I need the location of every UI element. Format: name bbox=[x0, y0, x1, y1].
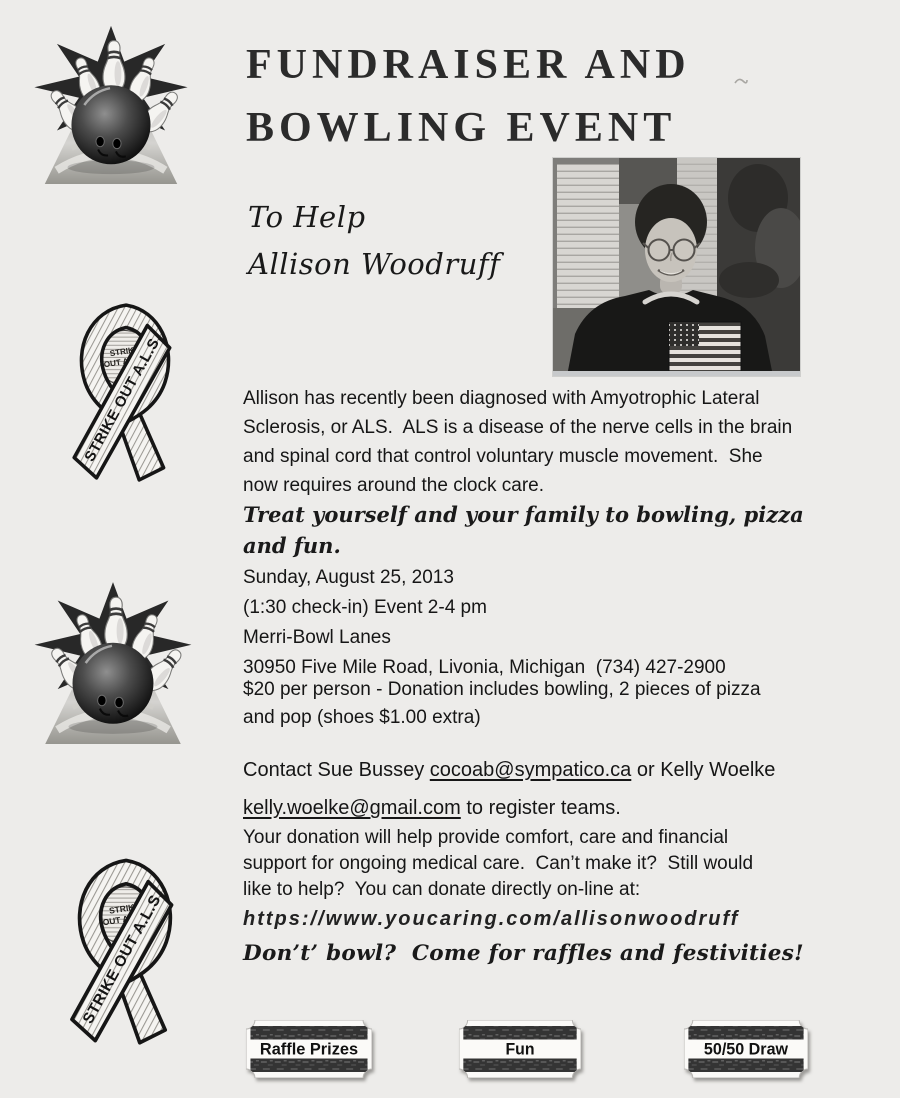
invite-line: and fun. bbox=[243, 533, 341, 558]
event-venue: Merri-Bowl Lanes bbox=[243, 627, 391, 648]
contact-line bbox=[243, 751, 775, 789]
title-line: BOWLING EVENT bbox=[246, 105, 677, 151]
banner-label: Raffle Prizes bbox=[259, 1040, 359, 1059]
to-help-text: To Help bbox=[248, 200, 366, 234]
contact-suffix: to register teams. bbox=[460, 797, 621, 819]
cost-line: $20 per person - Donation includes bowling, 2 pieces of pizza bbox=[243, 679, 761, 700]
donate-line: like to help? You can donate directly on-line at: bbox=[243, 879, 641, 900]
email-link-kelly[interactable]: kelly.woelke@gmail.com bbox=[243, 797, 461, 819]
invite-heading bbox=[243, 499, 804, 561]
banner-raffle-prizes bbox=[246, 1020, 372, 1078]
contact-details bbox=[243, 751, 775, 827]
beneficiary-name: Allison Woodruff bbox=[248, 247, 501, 281]
event-time: (1:30 check-in) Event 2-4 pm bbox=[243, 597, 487, 618]
event-date: Sunday, August 25, 2013 bbox=[243, 567, 454, 588]
contact-middle: or Kelly Woelke bbox=[631, 759, 776, 781]
about-paragraph bbox=[243, 384, 792, 500]
event-address: 30950 Five Mile Road, Livonia, Michigan (734) 427-2900 bbox=[243, 657, 726, 678]
donate-line: support for ongoing medical care. Can’t make it? Still would bbox=[243, 853, 754, 874]
contact-line bbox=[243, 789, 775, 827]
banner-5050-draw bbox=[684, 1020, 808, 1078]
title-line: FUNDRAISER AND bbox=[246, 42, 691, 88]
about-line: Sclerosis, or ALS. ALS is a disease of the nerve cells in the brain bbox=[243, 417, 793, 438]
donation-paragraph bbox=[243, 825, 753, 932]
page-title bbox=[246, 34, 691, 160]
beneficiary-heading bbox=[248, 194, 500, 288]
closing-line bbox=[243, 941, 804, 966]
als-ribbon-icon bbox=[53, 852, 199, 1048]
banner-label: Fun bbox=[505, 1040, 535, 1059]
event-details bbox=[243, 563, 726, 683]
about-line: Allison has recently been diagnosed with Amyotrophic Lateral bbox=[243, 388, 760, 409]
scan-mark bbox=[733, 74, 749, 86]
bowling-strike-icon bbox=[23, 576, 203, 748]
about-line: and spinal cord that control voluntary muscle movement. She bbox=[243, 446, 763, 467]
about-line: now requires around the clock care. bbox=[243, 475, 544, 496]
bowling-strike-icon bbox=[25, 20, 197, 188]
donation-url-link[interactable]: https://www.youcaring.com/allisonwoodruff bbox=[243, 908, 740, 930]
email-link-sue[interactable]: cocoab@sympatico.ca bbox=[429, 759, 632, 781]
banner-label: 50/50 Draw bbox=[703, 1040, 789, 1059]
invite-line: Treat yourself and your family to bowling, pizza bbox=[243, 502, 804, 527]
cost-line: and pop (shoes $1.00 extra) bbox=[243, 707, 481, 728]
banner-fun bbox=[459, 1020, 581, 1078]
beneficiary-photo bbox=[553, 158, 800, 376]
closing-text: Don’t’ bowl? Come for raffles and festivities! bbox=[243, 941, 804, 966]
flag-patch bbox=[669, 322, 741, 376]
contact-prefix: Contact Sue Bussey bbox=[243, 759, 430, 781]
donate-line: Your donation will help provide comfort, care and financial bbox=[243, 827, 729, 848]
als-ribbon-icon bbox=[57, 297, 195, 485]
cost-details bbox=[243, 676, 761, 732]
